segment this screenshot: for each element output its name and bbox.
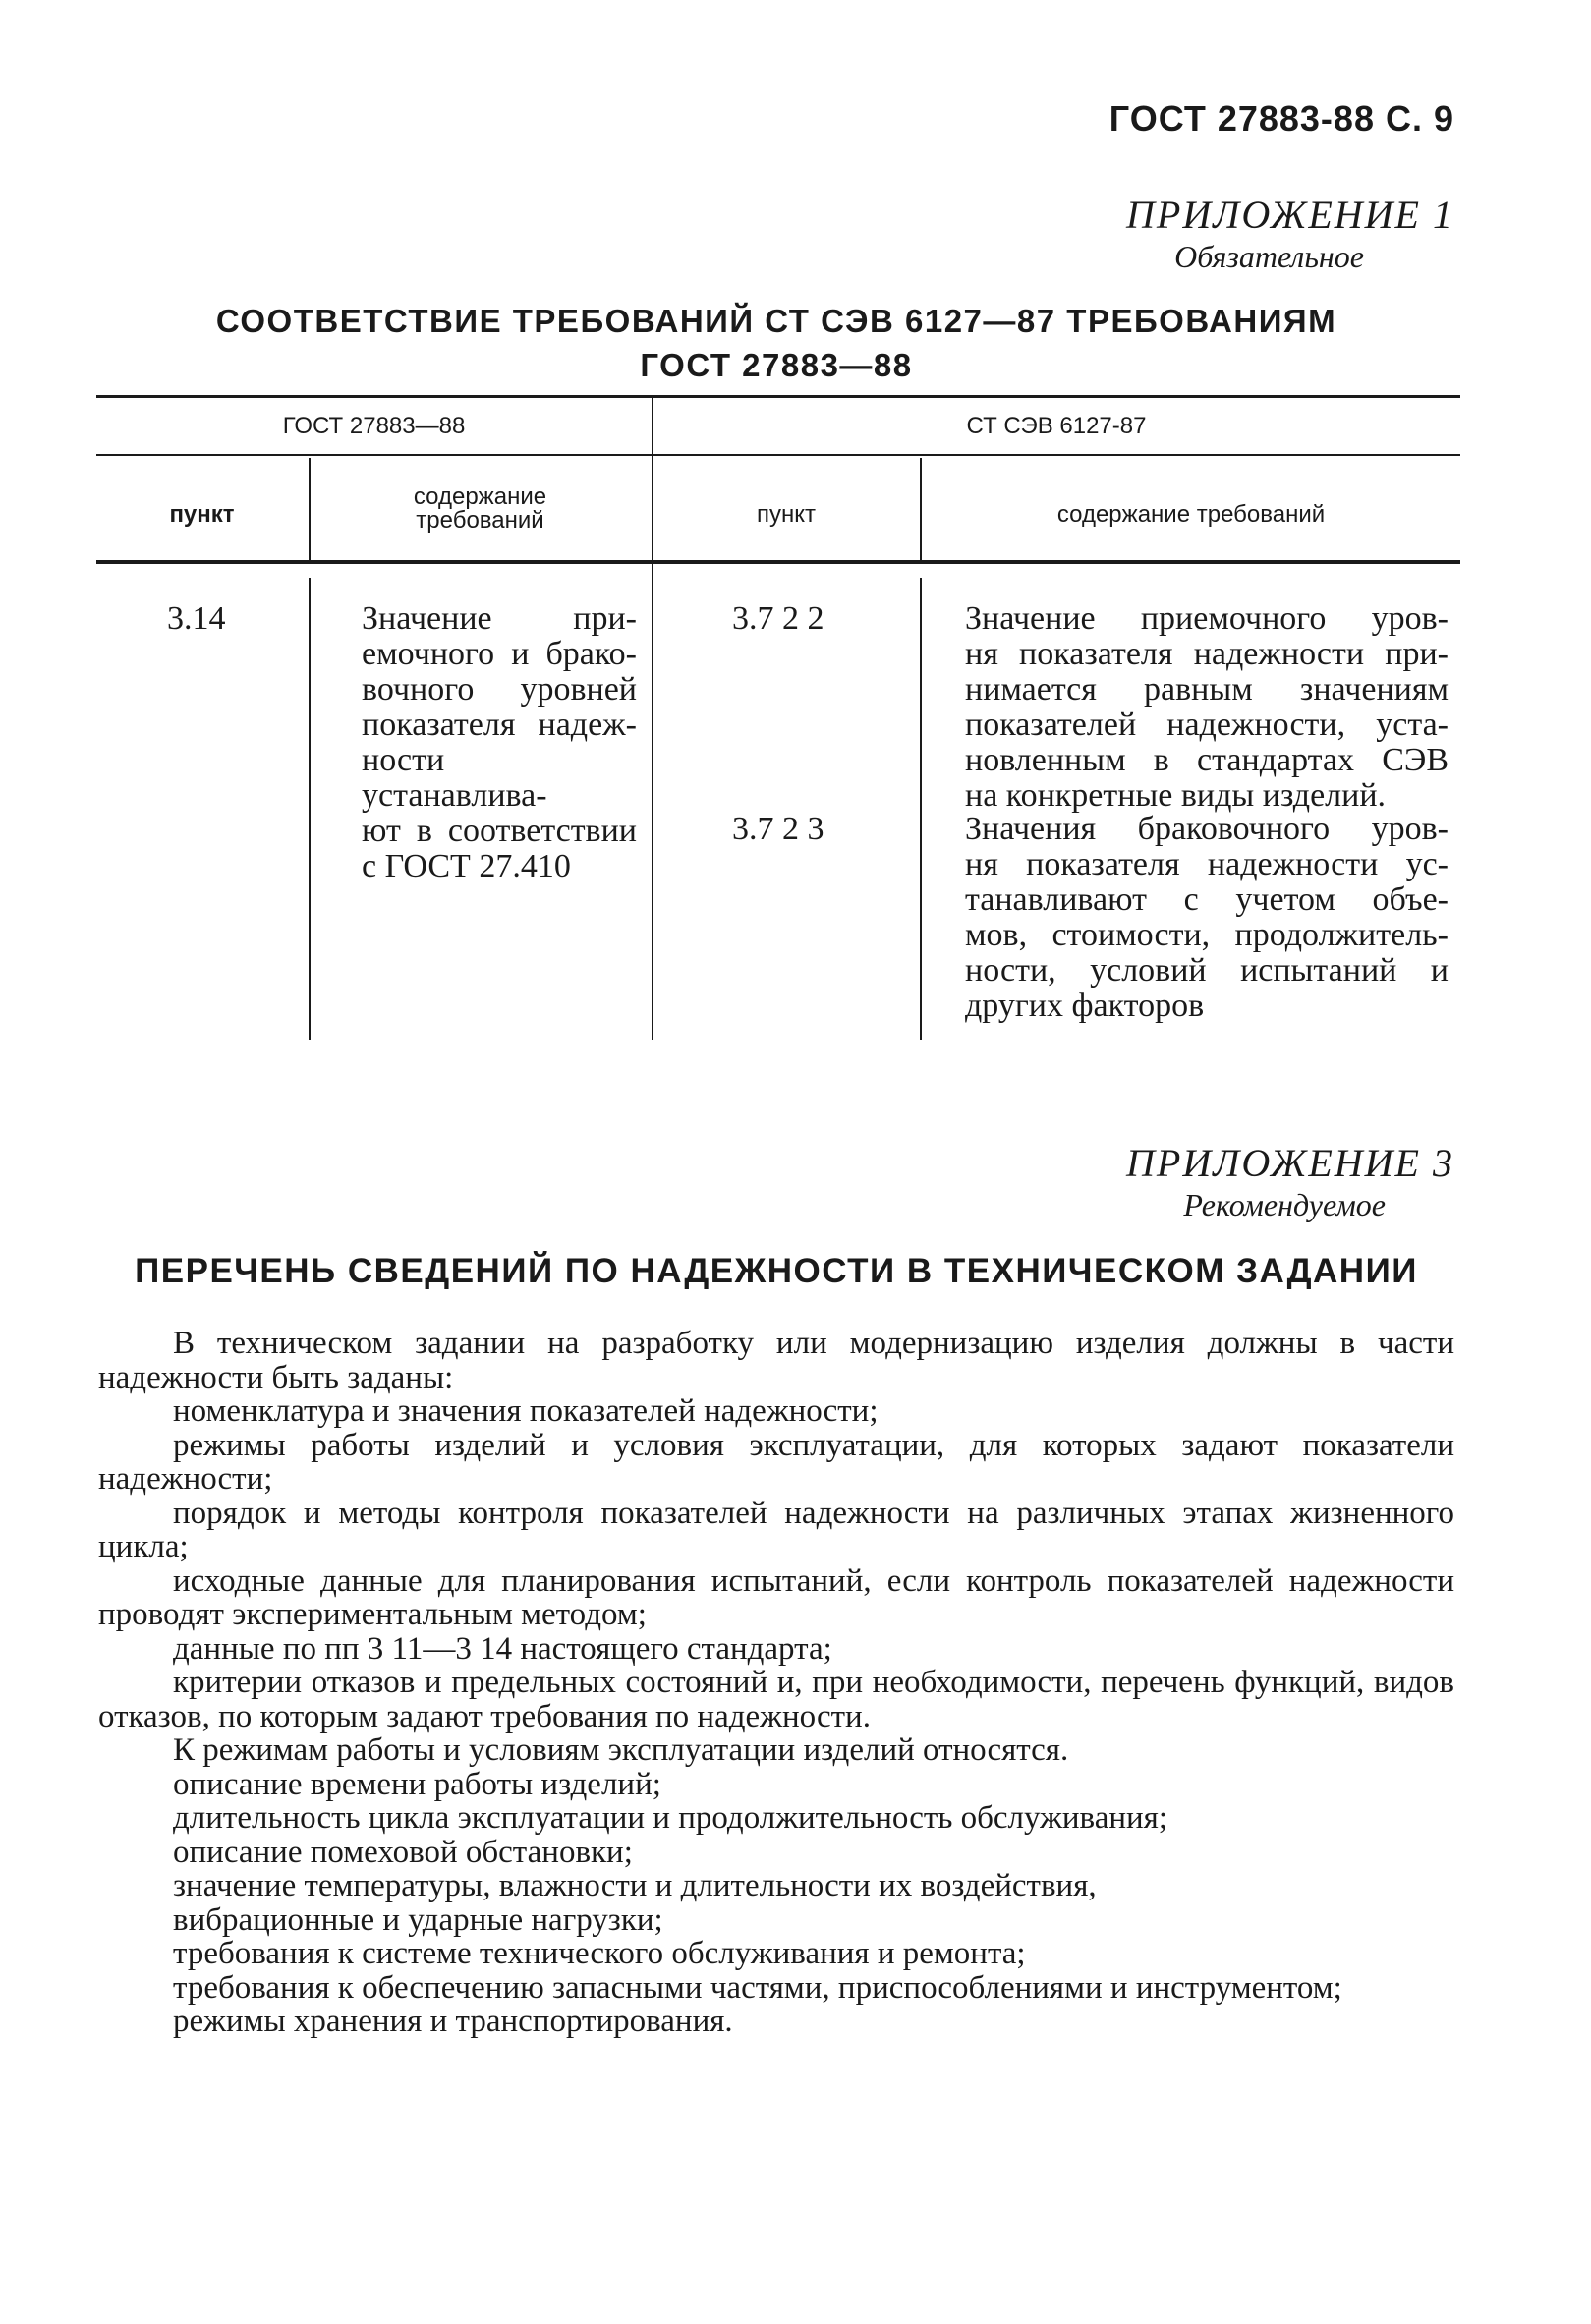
table-top-rule [96,395,1460,398]
paragraph: исходные данные для планирования испытаний, если контроль показателей надежности проводят экспериментальным методом; [98,1562,1454,1632]
paragraph: режимы хранения и транспортирования. [173,2004,733,2039]
paragraph: требования к системе технического обслуживания и ремонта; [173,1936,1026,1971]
appendix1-heading-line1: СООТВЕТСТВИЕ ТРЕБОВАНИЙ СТ СЭВ 6127—87 ТРЕБОВАНИЯМ [215,303,1337,339]
sev-text-line: Значения браковочного уров- [965,811,1449,847]
paragraph: К режимам работы и условиям эксплуатации изделий относятся. [173,1732,1069,1768]
paragraph: длительность цикла эксплуатации и продолжительность обслуживания; [173,1800,1168,1836]
col-divider-3-head [920,458,922,560]
col-header-sev-item: пункт [756,501,816,528]
sev-text-line: новленным в стандартах СЭВ [965,742,1449,778]
sev-text-line: ня показателя надежности при- [965,636,1449,672]
col-header-sev-content: содержание требований [1056,501,1326,528]
col-divider-1 [309,578,311,1040]
appendix3-body [98,1327,1454,2039]
gost-text-line: Значение при- [362,600,637,637]
gost-text-line: с ГОСТ 27.410 [362,848,571,884]
paragraph: значение температуры, влажности и длительности их воздействия, [173,1868,1097,1903]
appendix3-heading: ПЕРЕЧЕНЬ СВЕДЕНИЙ ПО НАДЕЖНОСТИ В ТЕХНИЧЕСКОМ ЗАДАНИИ [135,1252,1418,1290]
sev-text-line: мов, стоимости, продолжитель- [965,917,1449,953]
paragraph: критерии отказов и предельных состояний и, при необходимости, перечень функций, видов отказов, по которым задают требования по надежности. [98,1665,1454,1734]
paragraph: описание времени работы изделий; [173,1766,661,1802]
sev-requirement-text-1 [965,601,1449,814]
page-reference: ГОСТ 27883-88 С. 9 [1108,98,1454,139]
col-divider-2 [652,397,653,1040]
col-divider-1-head [309,458,311,560]
sev-text-line: танавливают с учетом объе- [965,881,1449,918]
col-header-gost-content [311,485,650,533]
appendix3-title: ПРИЛОЖЕНИЕ 3 [1126,1141,1454,1185]
gost-item-number: 3.14 [167,600,226,637]
sev-text-line: нимается равным значениям [965,671,1449,708]
sev-item-number-2: 3.7 2 3 [732,811,824,847]
gost-text-line: емочного и брако- [362,636,637,672]
gost-text-line: вочного уровней [362,671,637,708]
col-header-gost-item: пункт [169,501,235,528]
paragraph: описание помеховой обстановки; [173,1834,633,1870]
sev-text-line: ня показателя надежности ус- [965,846,1449,882]
col-header-gost-content-l2: требований [416,507,544,534]
paragraph: требования к обеспечению запасными частями, приспособлениями и инструментом; [173,1969,1342,2006]
table-group-gost: ГОСТ 27883—88 [282,413,466,439]
table-group-rule [96,454,1460,456]
paragraph: порядок и методы контроля показателей надежности на различных этапах жизненного цикла; [98,1495,1454,1564]
paragraph: В техническом задании на разработку или модернизацию изделия должны в части надежности быть заданы: [98,1326,1454,1395]
paragraph: вибрационные и ударные нагрузки; [173,1901,663,1938]
appendix1-title: ПРИЛОЖЕНИЕ 1 [1126,193,1454,237]
appendix1-heading-line2: ГОСТ 27883—88 [640,347,913,383]
sev-text-line: других факторов [965,988,1205,1024]
paragraph: номенклатура и значения показателей надежности; [173,1393,879,1429]
col-header-gost-content-l1: содержание [413,483,547,510]
gost-text-line: показателя надеж- [362,707,637,743]
sev-requirement-text-2 [965,812,1449,1024]
gost-requirement-text [362,601,637,884]
col-divider-3 [920,578,922,1040]
sev-text-line: ности, условий испытаний и [965,952,1449,989]
table-header-rule [96,560,1460,564]
gost-text-line: ют в соответствии [362,813,637,849]
sev-item-number-1: 3.7 2 2 [732,600,824,637]
appendix1-status: Обязательное [1174,239,1364,274]
sev-text-line: показателей надежности, уста- [965,707,1449,743]
gost-text-line: ности устанавлива- [362,742,547,814]
paragraph: данные по пп 3 11—3 14 настоящего стандарта; [173,1630,832,1667]
appendix3-status: Рекомендуемое [1183,1187,1386,1222]
sev-text-line: Значение приемочного уров- [965,600,1449,637]
sev-text-line: на конкретные виды изделий. [965,777,1387,814]
paragraph: режимы работы изделий и условия эксплуатации, для которых задают показатели надежности; [98,1427,1454,1497]
table-group-sev: СТ СЭВ 6127-87 [966,413,1147,439]
